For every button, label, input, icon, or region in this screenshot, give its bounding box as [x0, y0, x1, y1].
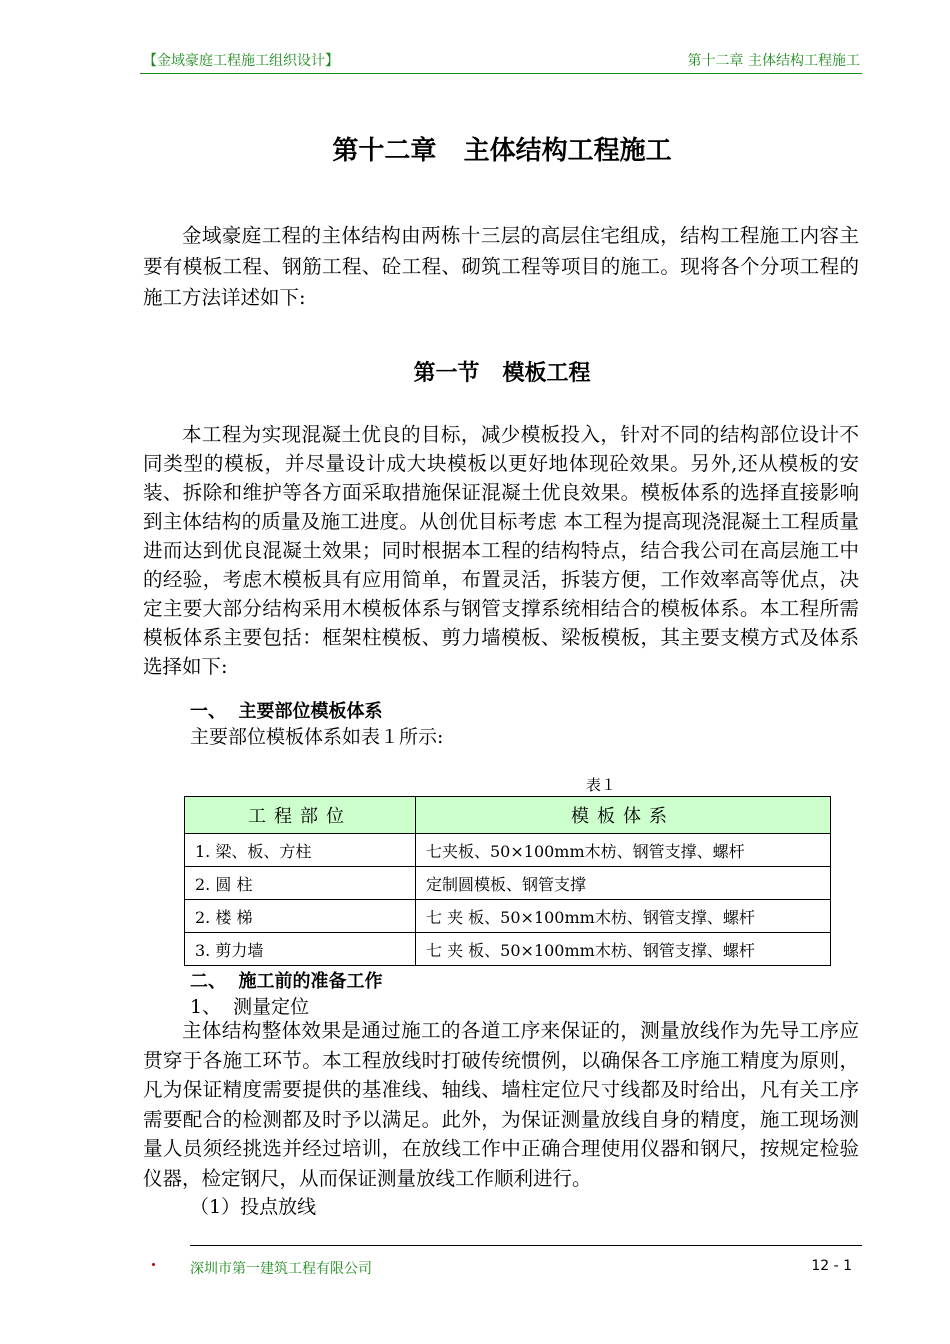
subsection-heading-2: 二、 施工前的准备工作	[190, 971, 383, 992]
table-header-row	[185, 797, 831, 834]
footer-dot-icon	[152, 1263, 155, 1266]
formwork-table	[184, 796, 831, 966]
header-chapter-title: 第十二章 主体结构工程施工	[687, 53, 860, 69]
table-cell: 七夹板、50×100mm木枋、钢管支撑、螺杆	[416, 834, 831, 867]
footer-page-number: 12 - 1	[811, 1258, 852, 1274]
subsection-heading-1: 一、 主要部位模板体系	[190, 701, 383, 722]
table-header-cell: 工程部位	[185, 797, 416, 834]
section-title: 第一节 模板工程	[413, 361, 591, 386]
formwork-paragraph: 本工程为实现混凝土优良的目标，减少模板投入，针对不同的结构部位设计不同类型的模板，并尽量设计成大块模板以更好地体现砼效果。另外,还从模板的安装、拆除和维护等各方面采取措施保证混凝土优良效果。模板体系的选择直接影响到主体结构的质量及施工进度。从创优目标考虑 本工程为提高现浇混凝土工程质量进而达到优良混凝土效果；同时根据本工程的结构特点，结合我公司在高层施工中的经验，考虑木模板具有应用简单，布置灵活，拆装方便，工作效率高等优点，决定主要大部分结构采用木模板体系与钢管支撑系统相结合的模板体系。本工程所需模板体系主要包括：框架柱模板、剪力墙模板、梁板模板，其主要支模方式及体系选择如下:	[143, 423, 859, 678]
table-cell: 七 夹 板、50×100mm木枋、钢管支撑、螺杆	[416, 900, 831, 933]
table-cell: 七 夹 板、50×100mm木枋、钢管支撑、螺杆	[416, 933, 831, 966]
table-row	[185, 834, 831, 867]
table-cell: 2. 楼 梯	[185, 900, 416, 933]
subsection-item-1: 1、 测量定位	[190, 996, 310, 1018]
table-caption: 表１	[586, 776, 617, 794]
footer-company: 深圳市第一建筑工程有限公司	[190, 1261, 372, 1277]
table-header-cell: 模板体系	[416, 797, 831, 834]
footer-divider	[190, 1245, 862, 1246]
table-row	[185, 900, 831, 933]
chapter-title: 第十二章 主体结构工程施工	[332, 136, 672, 166]
subsection-text-1: 主要部位模板体系如表１所示:	[190, 726, 444, 748]
header-document-title: 【金域豪庭工程施工组织设计】	[143, 53, 339, 69]
table-row	[185, 933, 831, 966]
table-cell: 定制圆模板、钢管支撑	[416, 867, 831, 900]
subsection-point: （1）投点放线	[190, 1196, 317, 1218]
table-row	[185, 867, 831, 900]
table-cell: 1. 梁、板、方柱	[185, 834, 416, 867]
table-cell: 3. 剪力墙	[185, 933, 416, 966]
intro-paragraph: 金域豪庭工程的主体结构由两栋十三层的高层住宅组成，结构工程施工内容主要有模板工程、钢筋工程、砼工程、砌筑工程等项目的施工。现将各个分项工程的施工方法详述如下:	[143, 224, 859, 309]
table-cell: 2. 圆 柱	[185, 867, 416, 900]
header-divider	[140, 73, 862, 74]
survey-paragraph: 主体结构整体效果是通过施工的各道工序来保证的，测量放线作为先导工序应贯穿于各施工环节。本工程放线时打破传统惯例，以确保各工序施工精度为原则，凡为保证精度需要提供的基准线、轴线、墙柱定位尺寸线都及时给出，凡有关工序需要配合的检测都及时予以满足。此外，为保证测量放线自身的精度，施工现场测量人员须经挑选并经过培训，在放线工作中正确合理使用仪器和钢尺，按规定检验仪器，检定钢尺，从而保证测量放线工作顺利进行。	[143, 1019, 859, 1190]
